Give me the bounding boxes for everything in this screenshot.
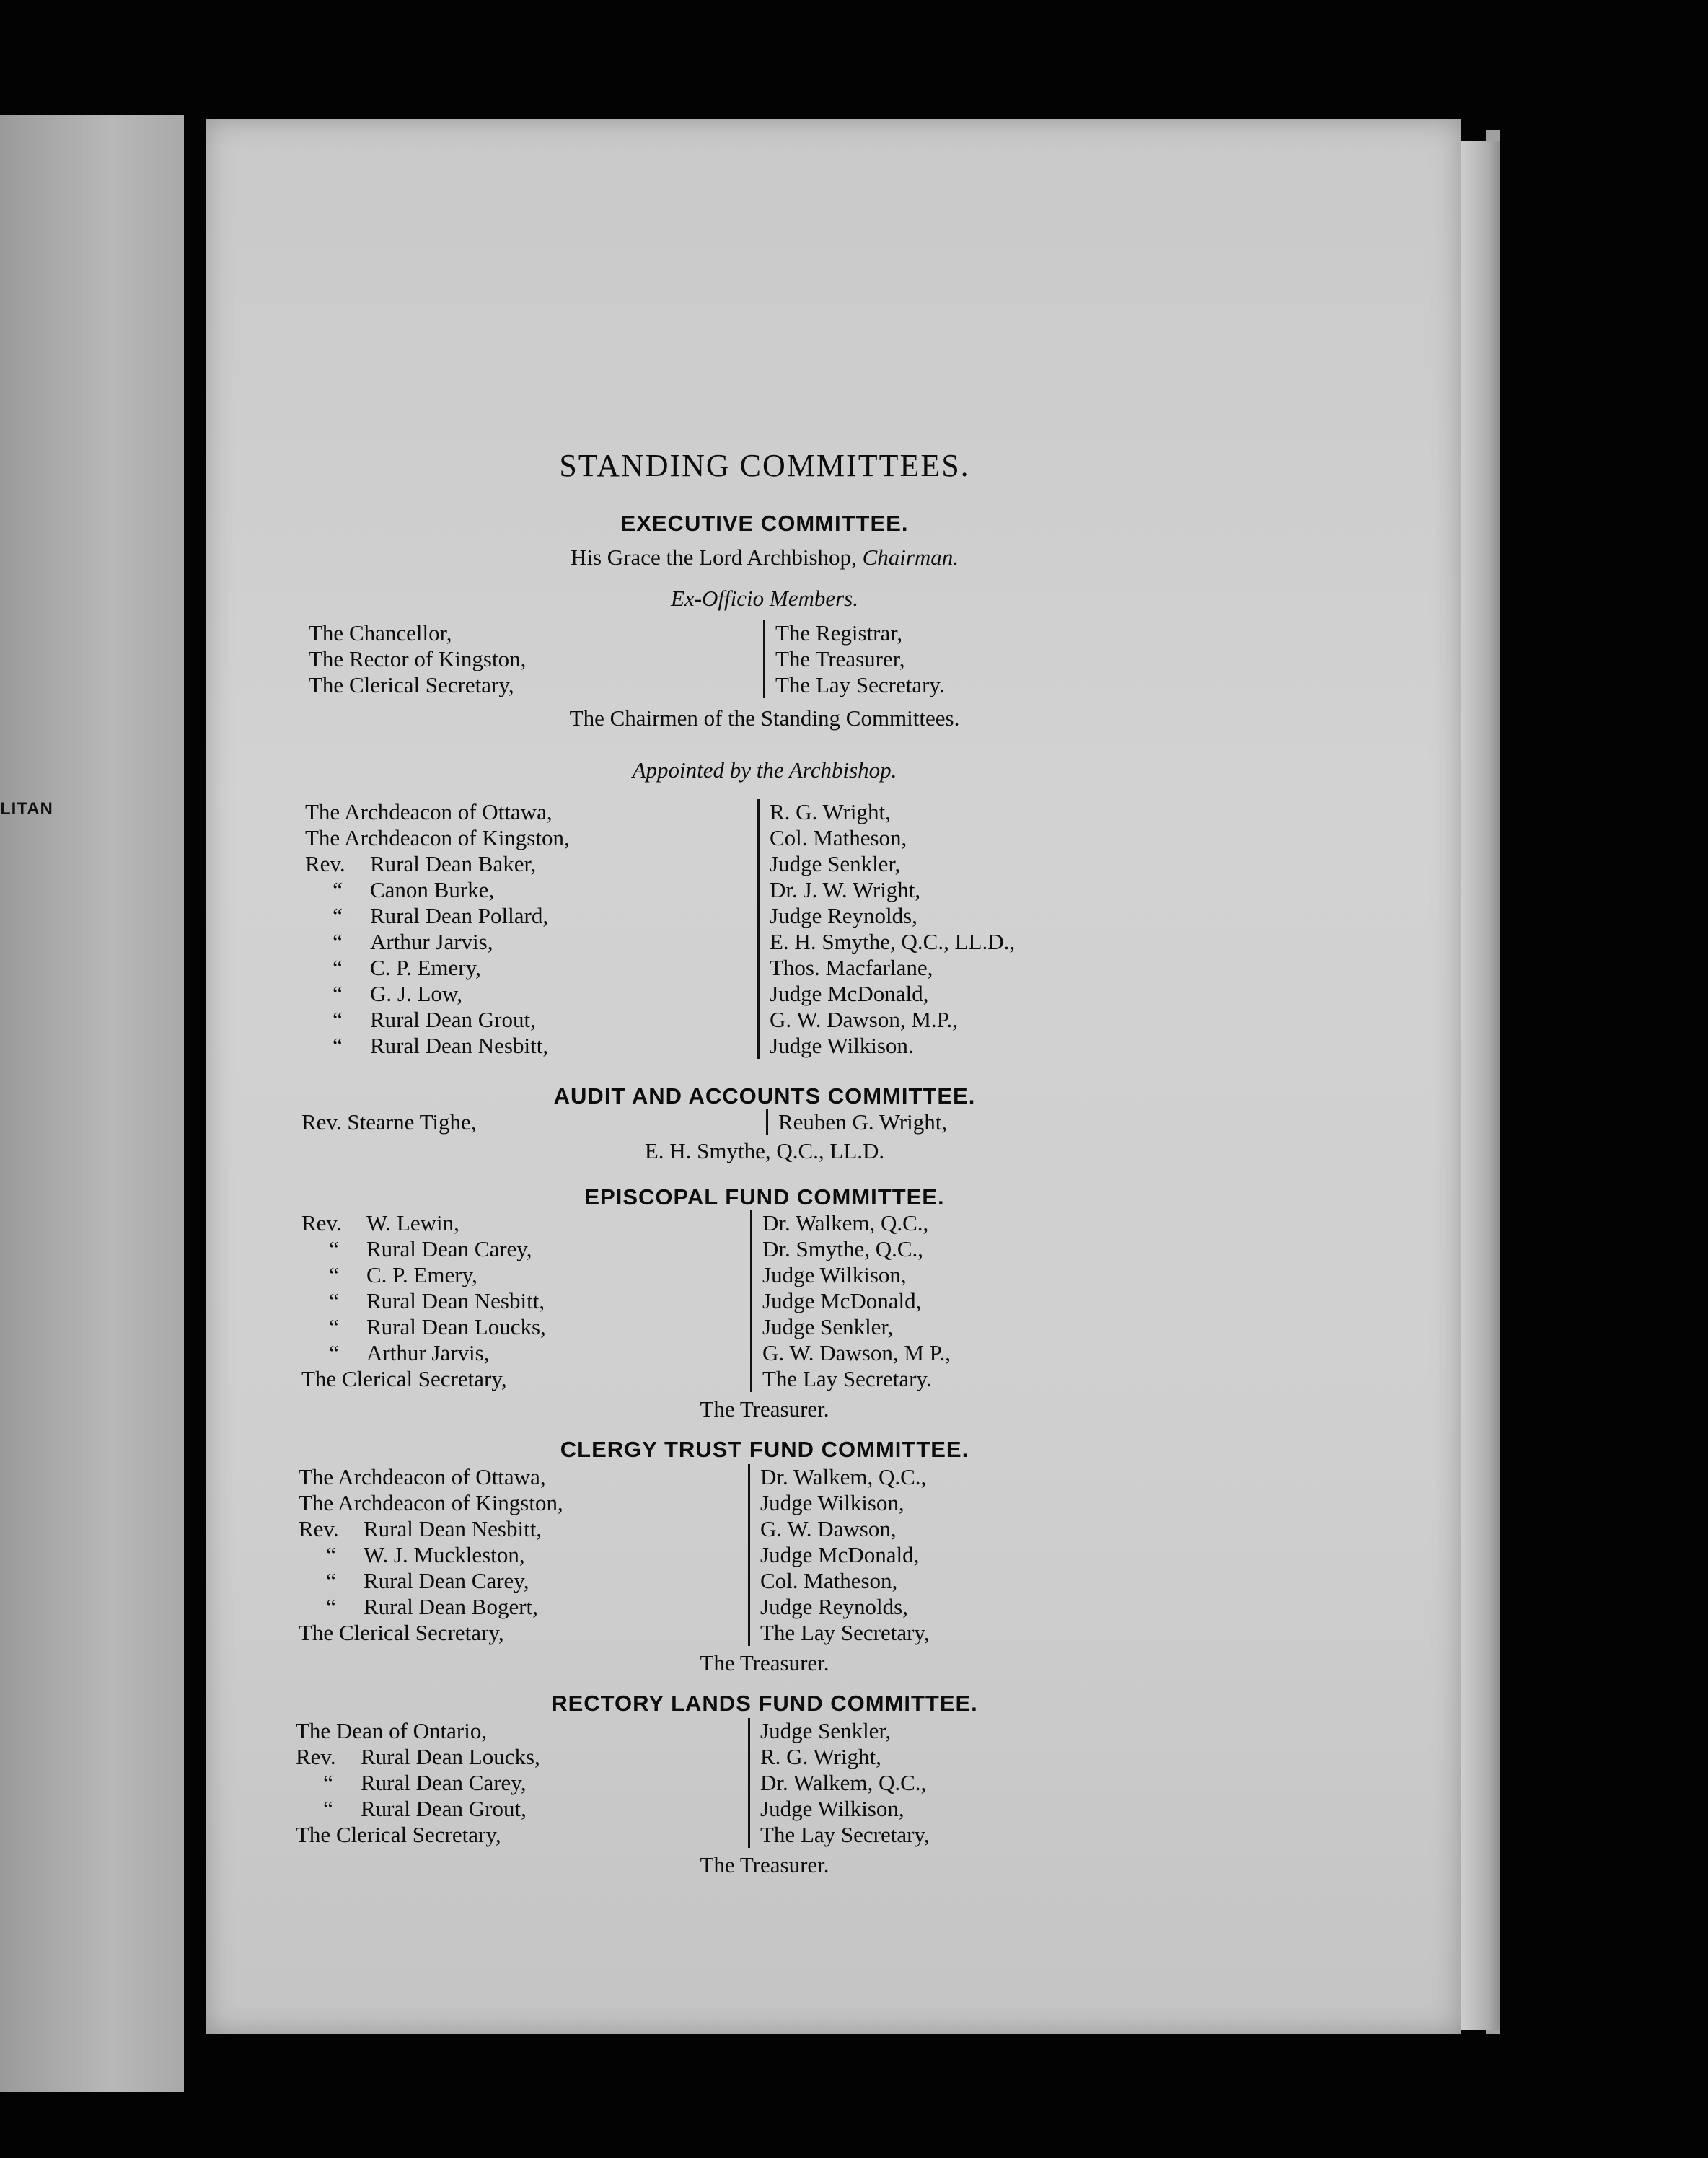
list-item: “ Rural Dean Nesbitt, — [329, 1288, 545, 1313]
list-item: Col. Matheson, — [760, 1568, 898, 1593]
list-item: “ Rural Dean Carey, — [329, 1236, 532, 1261]
episcopal-right — [750, 1210, 951, 1392]
episcopal-footer: The Treasurer. — [700, 1396, 829, 1422]
audit-left — [301, 1109, 477, 1135]
list-item: The Clerical Secretary, — [296, 1822, 501, 1847]
audit-footer: E. H. Smythe, Q.C., LL.D. — [644, 1138, 885, 1163]
list-item: The Treasurer, — [775, 646, 905, 671]
executive-committee-heading: EXECUTIVE COMMITTEE. — [620, 511, 909, 536]
list-item: G. W. Dawson, M P., — [762, 1340, 951, 1365]
list-item: “ Arthur Jarvis, — [329, 1340, 490, 1365]
ex-officio-label: Ex-Officio Members. — [671, 586, 858, 611]
list-item: The Lay Secretary, — [760, 1822, 930, 1847]
list-item: Judge Senkler, — [762, 1314, 894, 1339]
list-item: Judge Wilkison, — [762, 1262, 907, 1287]
list-item: The Archdeacon of Kingston, — [305, 825, 570, 850]
executive-footer: The Chairmen of the Standing Committees. — [569, 705, 960, 731]
clergy-trust-left — [299, 1464, 563, 1646]
list-item: The Archdeacon of Ottawa, — [299, 1464, 546, 1489]
list-item: The Archdeacon of Kingston, — [299, 1490, 563, 1515]
rectory-lands-right — [748, 1718, 930, 1848]
list-item: Judge McDonald, — [760, 1542, 920, 1567]
list-item: Judge Senkler, — [760, 1718, 892, 1743]
list-item: “ Rural Dean Carey, — [323, 1770, 527, 1795]
list-item: “ Rural Dean Grout, — [333, 1007, 536, 1032]
list-item: The Clerical Secretary, — [301, 1366, 507, 1391]
list-item: Judge Wilkison. — [770, 1033, 914, 1058]
list-item: Judge Reynolds, — [760, 1594, 908, 1619]
clergy-trust-footer: The Treasurer. — [700, 1650, 829, 1675]
list-item: Judge Wilkison, — [760, 1490, 904, 1515]
executive-chair-line — [375, 545, 1154, 571]
executive-appointed-left — [305, 799, 570, 1059]
list-item: Dr. Walkem, Q.C., — [760, 1464, 927, 1489]
list-item: Judge Wilkison, — [760, 1796, 904, 1821]
executive-appointed-right — [757, 799, 1015, 1059]
list-item: Reuben G. Wright, — [778, 1109, 948, 1135]
list-item: “ Rural Dean Nesbitt, — [333, 1033, 549, 1058]
list-item: Thos. Macfarlane, — [770, 955, 933, 980]
episcopal-left — [301, 1210, 546, 1392]
list-item: Dr. Smythe, Q.C., — [762, 1236, 924, 1261]
clergy-trust-committee-heading: CLERGY TRUST FUND COMMITTEE. — [560, 1437, 969, 1462]
list-item: R. G. Wright, — [760, 1744, 881, 1769]
list-item: R. G. Wright, — [770, 799, 891, 824]
list-item: “ Rural Dean Bogert, — [326, 1594, 538, 1619]
list-item: Dr. Walkem, Q.C., — [760, 1770, 927, 1795]
rectory-lands-committee-heading: RECTORY LANDS FUND COMMITTEE. — [551, 1691, 978, 1716]
executive-ex-officio-right — [763, 620, 945, 698]
list-item: Judge McDonald, — [762, 1288, 922, 1313]
list-item: Judge Reynolds, — [770, 903, 917, 928]
audit-committee-heading: AUDIT AND ACCOUNTS COMMITTEE. — [553, 1083, 976, 1109]
list-item: “ Canon Burke, — [333, 877, 495, 902]
list-item: Dr. Walkem, Q.C., — [762, 1210, 929, 1236]
list-item: The Archdeacon of Ottawa, — [305, 799, 553, 824]
list-item: The Lay Secretary, — [760, 1620, 930, 1645]
list-item: The Clerical Secretary, — [309, 672, 514, 697]
neighbor-page-text: LITAN — [0, 799, 53, 819]
appointed-label: Appointed by the Archbishop. — [632, 757, 897, 783]
page-title: STANDING COMMITTEES. — [559, 448, 970, 483]
list-item: “ Rural Dean Grout, — [323, 1796, 527, 1821]
list-item: The Registrar, — [775, 620, 903, 646]
list-item: Rev. Rural Dean Nesbitt, — [299, 1516, 542, 1541]
list-item: “ Rural Dean Loucks, — [329, 1314, 546, 1339]
list-item: Judge Senkler, — [770, 851, 901, 876]
chair-name: His Grace the Lord Archbishop, — [570, 545, 857, 570]
list-item: The Clerical Secretary, — [299, 1620, 504, 1645]
list-item: Rev. Rural Dean Baker, — [305, 851, 537, 876]
list-item: Judge McDonald, — [770, 981, 929, 1006]
list-item: “ C. P. Emery, — [329, 1262, 477, 1287]
list-item: The Lay Secretary. — [762, 1366, 932, 1391]
episcopal-committee-heading: EPISCOPAL FUND COMMITTEE. — [584, 1184, 945, 1210]
list-item: Rev. Rural Dean Loucks, — [296, 1744, 540, 1769]
list-item: G. W. Dawson, — [760, 1516, 897, 1541]
list-item: E. H. Smythe, Q.C., LL.D., — [770, 929, 1016, 954]
list-item: Rev. Stearne Tighe, — [301, 1109, 477, 1135]
list-item: “ Arthur Jarvis, — [333, 929, 493, 954]
list-item: The Dean of Ontario, — [296, 1718, 488, 1743]
chair-role: Chairman. — [862, 545, 959, 570]
list-item: “ W. J. Muckleston, — [326, 1542, 525, 1567]
list-item: “ Rural Dean Pollard, — [333, 903, 549, 928]
list-item: G. W. Dawson, M.P., — [770, 1007, 958, 1032]
list-item: “ G. J. Low, — [333, 981, 463, 1006]
clergy-trust-right — [748, 1464, 930, 1646]
list-item: “ C. P. Emery, — [333, 955, 481, 980]
list-item: Col. Matheson, — [770, 825, 907, 850]
executive-ex-officio-left — [309, 620, 526, 698]
list-item: The Chancellor, — [309, 620, 452, 646]
rectory-lands-footer: The Treasurer. — [700, 1852, 829, 1877]
list-item: The Rector of Kingston, — [309, 646, 527, 671]
rectory-lands-left — [296, 1718, 540, 1848]
list-item: The Lay Secretary. — [775, 672, 945, 697]
list-item: “ Rural Dean Carey, — [326, 1568, 529, 1593]
audit-right — [766, 1109, 947, 1135]
list-item: Dr. J. W. Wright, — [770, 877, 921, 902]
list-item: Rev. W. Lewin, — [301, 1210, 459, 1236]
